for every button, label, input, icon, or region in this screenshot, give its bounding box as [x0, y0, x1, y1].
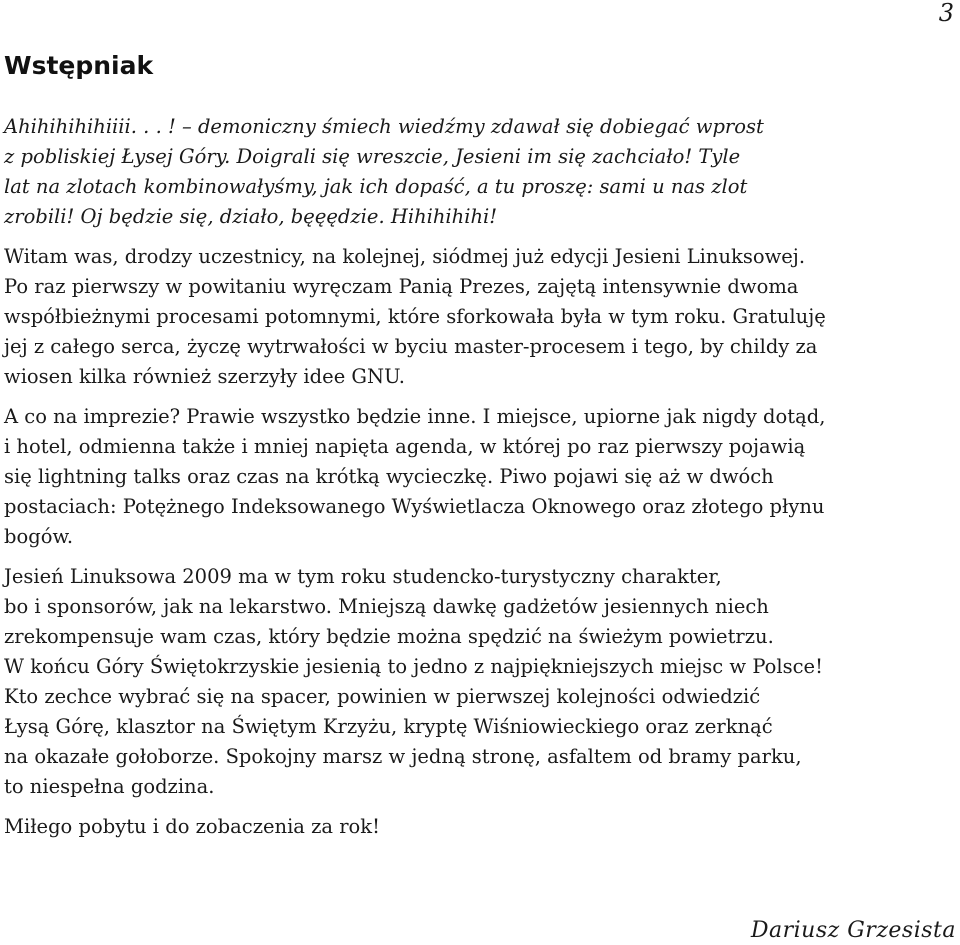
text-line: się lightning talks oraz czas na krótką wycieczkę. Piwo pojawi się aż w dwóch — [4, 465, 774, 488]
page-number: 3 — [938, 0, 954, 27]
text-line: Ahihihihihiiii. . . ! – demoniczny śmiech wiedźmy zdawał się dobiegać wprost — [4, 115, 764, 138]
text-line: Witam was, drodzy uczestnicy, na kolejnej, siódmej już edycji Jesieni Linuksowej. — [4, 245, 806, 268]
text-line: wiosen kilka również szerzyły idee GNU. — [4, 365, 405, 388]
text-line: lat na zlotach kombinowałyśmy, jak ich dopaść, a tu proszę: sami u nas zlot — [4, 175, 748, 198]
text-line: postaciach: Potężnego Indeksowanego Wyświetlacza Oknowego oraz złotego płynu — [4, 495, 825, 518]
text-line: Kto zechce wybrać się na spacer, powinien w pierwszej kolejności odwiedzić — [4, 685, 761, 708]
text-line: Jesień Linuksowa 2009 ma w tym roku studencko-turystyczny charakter, — [4, 565, 722, 588]
page-title: Wstępniak — [4, 51, 154, 80]
paragraph-tourism — [4, 562, 954, 802]
text-line: zrekompensuje wam czas, który będzie można spędzić na świeżym powietrzu. — [4, 625, 774, 648]
text-line: jej z całego serca, życzę wytrwałości w byciu master-procesem i tego, by childy za — [4, 335, 818, 358]
paragraph-closing — [4, 812, 954, 842]
text-line: zrobili! Oj będzie się, działo, bęęędzie. Hihihihihi! — [4, 205, 498, 228]
text-line: A co na imprezie? Prawie wszystko będzie inne. I miejsce, upiorne jak nigdy dotąd, — [4, 405, 826, 428]
article-body — [4, 112, 954, 852]
text-line: i hotel, odmienna także i mniej napięta agenda, w której po raz pierwszy pojawią — [4, 435, 806, 458]
paragraph-welcome — [4, 242, 954, 392]
text-line: to niespełna godzina. — [4, 775, 215, 798]
text-line: z pobliskiej Łysej Góry. Doigrali się wreszcie, Jesieni im się zachciało! Tyle — [4, 145, 741, 168]
text-line: bogów. — [4, 525, 74, 548]
text-line: Miłego pobytu i do zobaczenia za rok! — [4, 815, 380, 838]
intro-paragraph — [4, 112, 954, 232]
text-line: Po raz pierwszy w powitaniu wyręczam Panią Prezes, zajętą intensywnie dwoma — [4, 275, 799, 298]
text-line: Łysą Górę, klasztor na Świętym Krzyżu, kryptę Wiśniowieckiego oraz zerknąć — [4, 715, 773, 738]
text-line: bo i sponsorów, jak na lekarstwo. Mniejszą dawkę gadżetów jesiennych niech — [4, 595, 769, 618]
text-line: na okazałe gołoborze. Spokojny marsz w jedną stronę, asfaltem od bramy parku, — [4, 745, 802, 768]
text-line: współbieżnymi procesami potomnymi, które sforkowała była w tym roku. Gratuluję — [4, 305, 826, 328]
text-line: W końcu Góry Świętokrzyskie jesienią to jedno z najpiękniejszych miejsc w Polsce! — [4, 655, 823, 678]
author-signature: Dariusz Grzesista — [750, 918, 956, 943]
paragraph-event — [4, 402, 954, 552]
